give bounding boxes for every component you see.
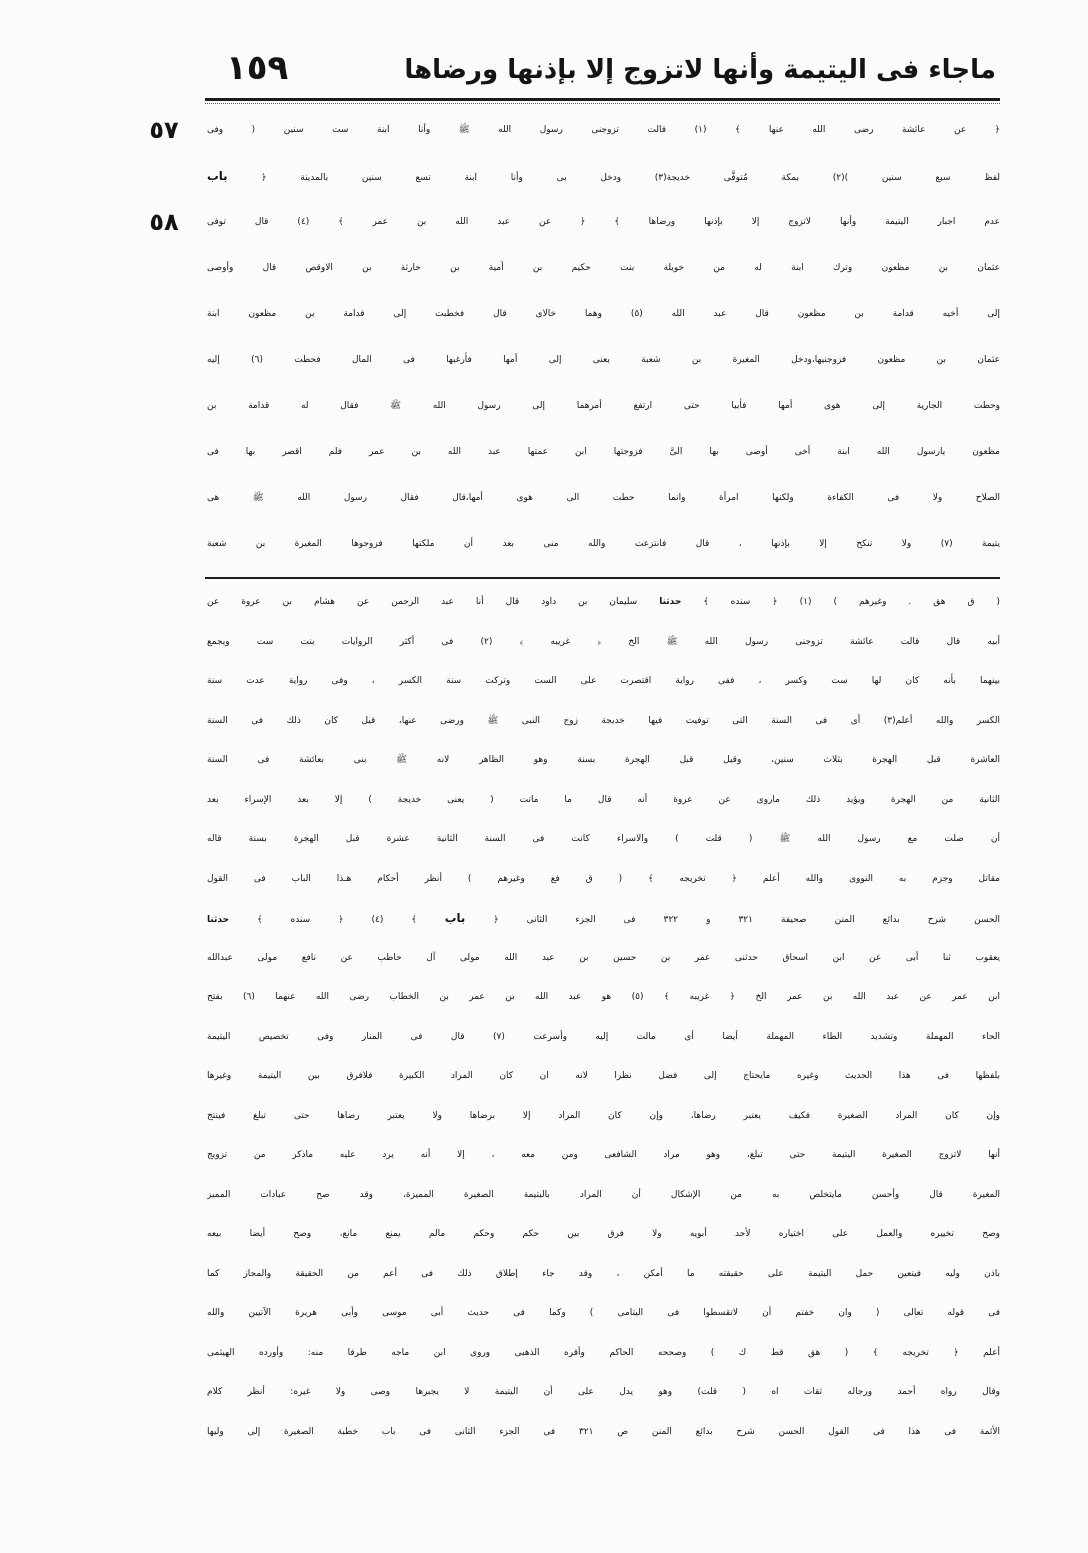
footnote-line <box>207 702 1000 742</box>
bold-word: باب <box>207 169 228 183</box>
text-run: مقاتل وجزم به النووى والله أعلم ﴿ تخريجه ﴾ ( ق فع وغيرهم ) أنظر أحكام هـذا الباب فى القول <box>207 873 1000 884</box>
text-run: أعلم ﴿ تخريجه ﴾ ( هق قط ك ) وصححه الحاكم وأقره الذهبى وروى ابن ماجه طرفا منه: وأورده الهيثمى <box>207 1347 1000 1358</box>
text-run: عدم اجبار اليتيمة وأنها لاتزوج إلا بإذنها ورضاها ﴾ ﴿ عن عبد الله بن عمر ﴾ (٤) قال توفى <box>207 217 1000 227</box>
running-header-title: ماجاء فى اليتيمة وأنها لاتزوج إلا بإذنها ورضاها <box>404 55 996 85</box>
main-text-line <box>207 153 1000 199</box>
footnotes-block <box>207 583 1000 1452</box>
text-run: بينهما بأنه كان لها ست وكسر ، ففى رواية اقتصرت على الست وتركت سنة الكسر ، وفى رواية عدت سنة <box>207 676 1000 686</box>
text-run: الثانية من الهجرة ويؤيد ذلك ماروى عن عروة أنه قال ما ماتت ( يعنى خديجة ) إلا بعد الإسراء بعد <box>207 794 1000 805</box>
footnote-line <box>207 1334 1000 1374</box>
main-text-line <box>207 475 1000 521</box>
text-run: أبيه قال قالت عائشة تزوجنى رسول الله ﷺ الخ ﴿ غريبه ﴾ (٢) فى أكثر الروايات بنت ست ويجمع <box>207 636 1000 647</box>
text-run: عثمان بن مظعون فزوجنيها،ودخل المغيرة بن شعبة يعنى إلى أمها فأرغبها فى المال فحطت (٦) إليه <box>207 355 1000 365</box>
footnote-line <box>207 1373 1000 1413</box>
text-run: وصح تخييره والعمل على اختياره لأحد أبويه ولا فرق بين حكم وحكم مالم يمنع مانع، وصح أيضا بيعه <box>207 1229 1000 1239</box>
main-text-line <box>207 291 1000 337</box>
text-run: يتيمة (٧) ولا تنكح إلا بإذنها ، قال فانتزعت والله منى بعد أن ملكتها فزوجوها المغيرة بن شعبة <box>207 539 1000 549</box>
text-run: ﴿ عن عائشة رضى الله عنها ﴾ (١) قالت تزوجنى رسول الله ﷺ وأنا ابنة ست سنين ( وفى <box>207 125 1000 135</box>
footnote-line <box>207 1255 1000 1295</box>
footnote-line <box>207 781 1000 821</box>
text-run: الأئمة فى هذا فى القول الحسن شرح بدائع المنن ص ٣٢١ فى الجزء الثانى فى باب خطبة الصغيرة إلى وليها <box>207 1426 1000 1437</box>
hadith-number: ٥٨ <box>149 208 179 236</box>
footnote-line <box>207 860 1000 900</box>
footnote-line <box>207 820 1000 860</box>
footnote-line <box>207 1018 1000 1058</box>
hadith-number: ٥٧ <box>149 116 179 144</box>
footnote-line <box>207 1413 1000 1453</box>
text-run: فى قوله تعالى ( وان خفتم أن لاتقسطوا فى اليتامى ) وكما فى حديث أبى موسى وأبى هريرة الآتيين والله <box>207 1308 1000 1318</box>
text-run: بلفظها فى هذا الحديث وغيره مايحتاج إلى فضل نظرا لانه ان كان المراد الكبيرة فلافرق بين اليتيمة وغيرها <box>207 1071 1000 1081</box>
text-run: وحطت الجارية إلى هوى أمها فأبيا حتى ارتفع أمرهما إلى رسول الله ﷺ فقال له قدامة بن <box>207 401 1000 411</box>
text-run: الكسر والله أعلم(٣) أى فى السنة التى توفيت فيها خديجة زوج النبى ﷺ ورضى عنها، قيل كان ذلك فى السنة <box>207 715 1000 726</box>
text-run: سليمان بن داود قال أنا عبد الرحمن عن هشام بن عروة عن <box>207 597 660 607</box>
main-text-line <box>207 245 1000 291</box>
main-text-line <box>207 383 1000 429</box>
bold-word: حدثنا <box>659 597 682 607</box>
footnote-line <box>207 1176 1000 1216</box>
footnote-line <box>207 1057 1000 1097</box>
footnote-line <box>207 978 1000 1018</box>
main-text-block <box>207 107 1000 567</box>
text-run: الحسن شرح بدائع المنن صحيفة ٣٢١ و ٣٢٢ فى الجزء الثانى ﴿ <box>465 915 1000 925</box>
footnote-line <box>207 741 1000 781</box>
text-run: الحاء المهملة وتشديد الطاء المهملة أيضا أى مالت إليه وأسرعت (٧) قال فى المنار وفى تخصيص اليتيمة <box>207 1031 1000 1042</box>
header-rule <box>205 98 1000 101</box>
text-run: أنها لاتزوج الصغيرة اليتيمة حتى تبلغ، وهو مراد الشافعى ومن معه ، إلا أنه يرد عليه ماذكر من تزويج <box>207 1150 1000 1160</box>
text-run: العاشرة قبل الهجرة بثلاث سنين، وقيل قبل الهجرة بسنة وهو الظاهر لانه ﷺ بنى بعائشة فى السنة <box>207 755 1000 765</box>
footnote-line <box>207 662 1000 702</box>
text-run: المغيرة قال وأحسن مايتخلص به من الإشكال أن المراد باليتيمة الصغيرة المميزة، وقد صح عبادات المميز <box>207 1189 1000 1200</box>
text-run: وقال رواه أحمد ورجاله ثقات اه ( قلت) وهو يدل على أن اليتيمة لا يجبرها وصى ولا غيره: أنظر كلام <box>207 1387 1000 1397</box>
main-text-line <box>207 337 1000 383</box>
footnote-line <box>207 1136 1000 1176</box>
text-run: لفظ سبع سنين )(٢) بمكة مُتوفَّى خديجة(٣) ودخل بى وأنا ابنة تسع سنين بالمدينة ﴿ <box>227 173 1000 183</box>
text-run: ( ق هق . وغيرهم ) (١) ﴿ سنده ﴾ <box>681 597 1000 607</box>
bold-word: حدثنا <box>207 915 230 925</box>
footnote-line <box>207 899 1000 939</box>
footnote-line <box>207 1215 1000 1255</box>
footnote-line <box>207 939 1000 979</box>
footnote-line <box>207 623 1000 663</box>
footnote-line <box>207 1294 1000 1334</box>
main-text-line <box>207 429 1000 475</box>
text-run: يعقوب ثنا أبى عن ابن اسحاق حدثنى عمر بن حسين بن عبد الله مولى آل حاطب عن نافع مولى عبدالله <box>207 952 1000 963</box>
main-text-line <box>207 521 1000 567</box>
text-run: باذن وليه فيتعين حمل اليتيمة على حقيقته ما أمكن ، وقد جاء إطلاق ذلك فى أعم من الحقيقة والمجاز كما <box>207 1268 1000 1279</box>
footnote-line <box>207 583 1000 623</box>
text-run: وإن كان المراد الصغيرة فكيف يعتبر رضاها، وإن كان المراد إلا برضاها ولا يعتبر رضاها حتى تبلغ فينتج <box>207 1110 1000 1121</box>
text-run: الصلاح ولا فى الكفاءة ولكنها امرأة وانما حطت الى هوى أمها،قال فقال رسول الله ﷺ هى <box>207 493 1000 503</box>
main-text-line <box>207 107 1000 153</box>
bold-word: باب <box>444 911 466 925</box>
footnote-separator <box>205 577 1000 579</box>
text-run: أن صلت مع رسول الله ﷺ ( قلت ) والاسراء كانت فى السنة الثانية عشرة قبل الهجرة بسنة قاله <box>207 834 1000 844</box>
footnote-line <box>207 1097 1000 1137</box>
text-run: ﴾ (٤) ﴿ سنده ﴾ <box>229 915 445 925</box>
text-run: ابن عمر عن عبد الله بن عمر الخ ﴿ غريبه ﴾ (٥) هو عبد الله بن عمر بن الخطاب رضى الله عنهما (٦) بفتح <box>207 992 1000 1002</box>
text-run: إلى أخيه قدامة بن مظعون قال عبد الله (٥) وهما خالاى قال فخطبت إلى قدامة بن مظعون ابنة <box>207 309 1000 319</box>
main-text-line <box>207 199 1000 245</box>
text-run: مظعون يارسول الله ابنة أخى أوصى بها الىَّ فزوجتها ابن عمتها عبد الله بن عمر فلم اقصر بها فى <box>207 447 1000 457</box>
text-run: عثمان بن مظعون وترك ابنة له من خويلة بنت حكيم بن أمية بن حارثة بن الاوقص قال وأوصى <box>207 263 1000 273</box>
page-number: ١٥٩ <box>226 48 289 88</box>
